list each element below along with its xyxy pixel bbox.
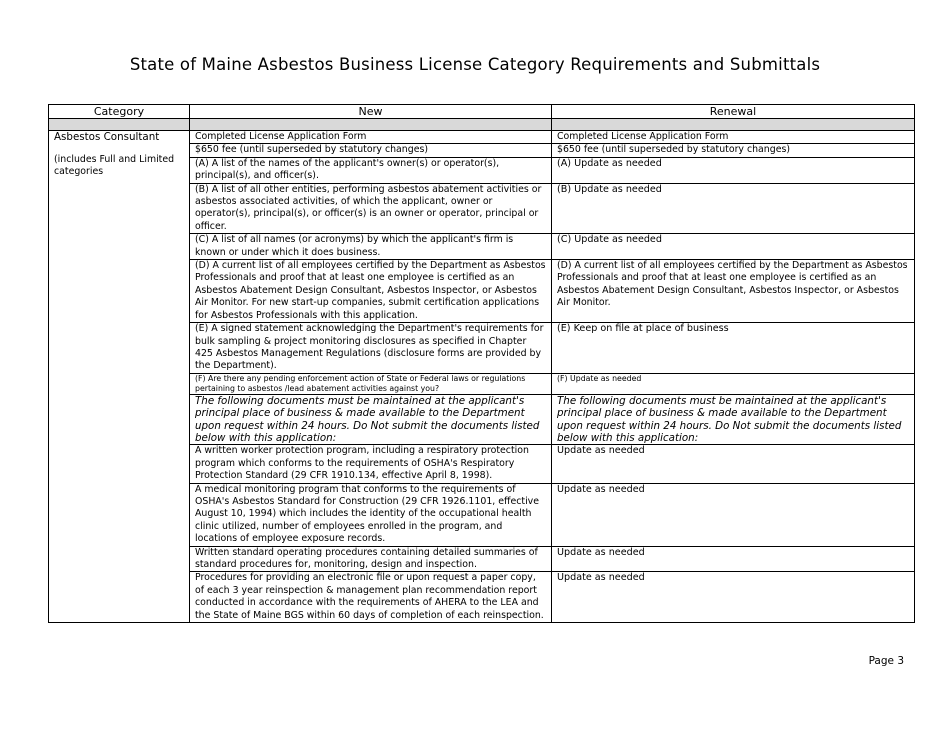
renewal-cell: (B) Update as needed [552, 183, 915, 234]
new-cell: (B) A list of all other entities, performing asbestos abatement activities or asbestos associated activities, of which the applicant, owner or operator(s), principal(s), or officer(s) is an owner or operator, principal or officer. [190, 183, 552, 234]
new-cell: A written worker protection program, including a respiratory protection program which conforms to the requirements of OSHA's Respiratory Protection Standard (29 CFR 1910.134, effective April 8, 1998). [190, 445, 552, 483]
renewal-cell: Completed License Application Form [552, 131, 915, 144]
new-cell: A medical monitoring program that conforms to the requirements of OSHA's Asbestos Standard for Construction (29 CFR 1926.1101, effective August 10, 1994) which includes the identity of the occupational health clinic utilized, number of employees enrolled in the program, and locations of employee exposure records. [190, 483, 552, 546]
renewal-cell: (E) Keep on file at place of business [552, 323, 915, 374]
category-cell [49, 131, 190, 623]
renewal-cell: Update as needed [552, 445, 915, 483]
new-cell: Completed License Application Form [190, 131, 552, 144]
requirements-table [48, 104, 915, 623]
new-cell: (A) A list of the names of the applicant's owner(s) or operator(s), principal(s), and officer(s). [190, 157, 552, 183]
page-number: Page 3 [868, 655, 904, 667]
renewal-cell: (A) Update as needed [552, 157, 915, 183]
new-cell: Written standard operating procedures containing detailed summaries of standard procedures for, monitoring, design and inspection. [190, 546, 552, 572]
page-title: State of Maine Asbestos Business License Category Requirements and Submittals [129, 55, 821, 74]
table-header-row [49, 105, 915, 119]
new-cell: The following documents must be maintained at the applicant's principal place of business & made available to the Department upon request within 24 hours. Do Not submit the documents listed below with this application: [190, 394, 552, 445]
renewal-cell: Update as needed [552, 483, 915, 546]
new-cell: (D) A current list of all employees certified by the Department as Asbestos Professionals and proof that at least one employee is certified as an Asbestos Abatement Design Consultant, Asbestos Inspector, or Asbestos Air Monitor. For new start-up companies, submit certification applications for Asbestos Professionals with this application. [190, 260, 552, 323]
renewal-cell: (F) Update as needed [552, 373, 915, 394]
category-note: (includes Full and Limited categories [54, 154, 175, 177]
header-new: New [190, 105, 552, 119]
renewal-cell: $650 fee (until superseded by statutory changes) [552, 144, 915, 157]
separator-row [49, 119, 915, 131]
header-renewal: Renewal [552, 105, 915, 119]
table-row [49, 131, 915, 144]
new-cell: $650 fee (until superseded by statutory changes) [190, 144, 552, 157]
new-cell: (F) Are there any pending enforcement action of State or Federal laws or regulations pertaining to asbestos /lead abatement activities against you? [190, 373, 552, 394]
renewal-cell: Update as needed [552, 546, 915, 572]
new-cell: (E) A signed statement acknowledging the Department's requirements for bulk sampling & project monitoring disclosures as specified in Chapter 425 Asbestos Management Regulations (disclosure forms are provided by the Department). [190, 323, 552, 374]
new-cell: Procedures for providing an electronic file or upon request a paper copy, of each 3 year reinspection & management plan recommendation report conducted in accordance with the requirements of AHERA to the LEA and the State of Maine BGS within 60 days of completion of each reinspection. [190, 572, 552, 623]
renewal-cell: (D) A current list of all employees certified by the Department as Asbestos Professionals and proof that at least one employee is certified as an Asbestos Abatement Design Consultant, Asbestos Inspector, or Asbestos Air Monitor. [552, 260, 915, 323]
renewal-cell: Update as needed [552, 572, 915, 623]
header-category: Category [49, 105, 190, 119]
renewal-cell: (C) Update as needed [552, 234, 915, 260]
renewal-cell: The following documents must be maintained at the applicant's principal place of business & made available to the Department upon request within 24 hours. Do Not submit the documents listed below with this application: [552, 394, 915, 445]
new-cell: (C) A list of all names (or acronyms) by which the applicant's firm is known or under which it does business. [190, 234, 552, 260]
category-name: Asbestos Consultant [54, 131, 160, 143]
